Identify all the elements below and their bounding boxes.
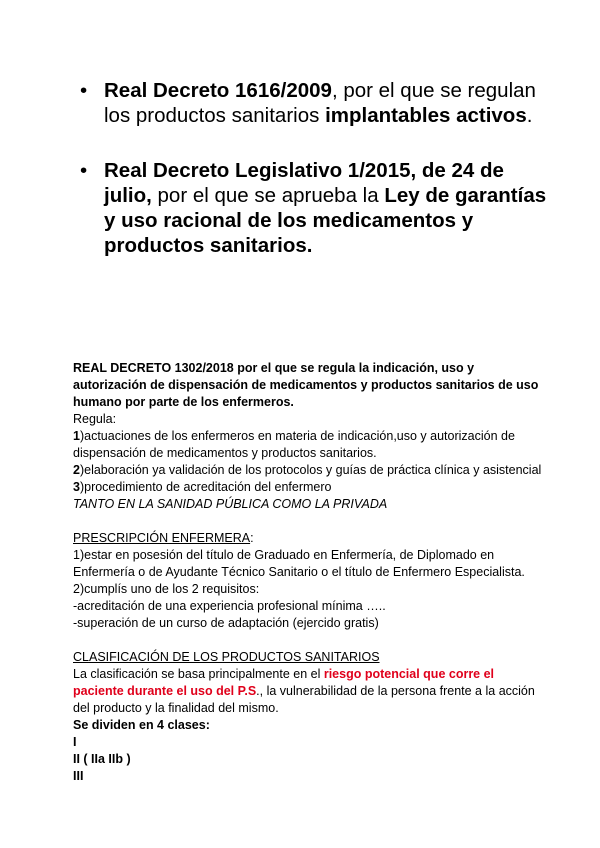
class-item: II ( IIa IIb ): [73, 752, 131, 766]
decree-1-2015-bold: Ley de garantías y uso racional de los medicamentos y productos sanitarios.: [104, 184, 547, 257]
regula-item-1: 1)actuaciones de los enfermeros en materia de indicación,uso y autorización de dispensación de medicamentos y productos sanitarios.: [73, 429, 515, 460]
decree-1-2015-name: Real Decreto Legislativo 1/2015, de 24 de julio,: [104, 159, 504, 207]
decree-1616-name: Real Decreto 1616/2009: [104, 79, 332, 102]
classification-heading: CLASIFICACIÓN DE LOS PRODUCTOS SANITARIOS: [73, 650, 380, 664]
prescription-heading: PRESCRIPCIÓN ENFERMERA:: [73, 531, 254, 545]
classes-intro: Se dividen en 4 clases:: [73, 718, 210, 732]
slide-bullet-1: [80, 78, 550, 128]
regula-label: Regula:: [73, 412, 117, 426]
class-item: III: [73, 769, 84, 783]
document-notes: [73, 360, 543, 785]
bullet-dot-icon: •: [80, 79, 88, 102]
class-item: I: [73, 735, 77, 749]
decree-1-2015-desc: por el que se aprueba la: [151, 184, 385, 207]
prescription-line: -superación de un curso de adaptación (ejercido gratis): [73, 616, 379, 630]
bullet-dot-icon: •: [80, 159, 88, 182]
prescription-line: -acreditación de una experiencia profesional mínima …..: [73, 599, 386, 613]
decree-1616-desc: , por el que se regulan los productos sanitarios: [104, 79, 536, 127]
prescription-line: 2)cumplís uno de los 2 requisitos:: [73, 582, 260, 596]
decree-1616-bold: implantables activos: [325, 104, 527, 127]
slide-bullet-2: [80, 158, 550, 258]
classification-text: La clasificación se basa principalmente en el riesgo potencial que corre el paciente durante el uso del P.S., la vulnerabilidad de la persona frente a la acción del producto y la finalidad del mismo.: [73, 667, 535, 715]
decree-1616-end: .: [526, 104, 533, 127]
decree-title: REAL DECRETO 1302/2018 por el que se regula la indicación, uso y autorización de dispensación de medicamentos y productos sanitarios de uso humano por parte de los enfermeros.: [73, 361, 539, 409]
prescription-line: 1)estar en posesión del título de Graduado en Enfermería, de Diplomado en Enfermería o de Ayudante Técnico Sanitario o el título de Enfermero Especialista.: [73, 548, 525, 579]
slide-bullet-list: [80, 78, 550, 288]
regula-item-3: 3)procedimiento de acreditación del enfermero: [73, 480, 332, 494]
regula-item-2: 2)elaboración ya validación de los protocolos y guías de práctica clínica y asistencial: [73, 463, 542, 477]
scope-note: TANTO EN LA SANIDAD PÚBLICA COMO LA PRIVADA: [73, 497, 388, 511]
